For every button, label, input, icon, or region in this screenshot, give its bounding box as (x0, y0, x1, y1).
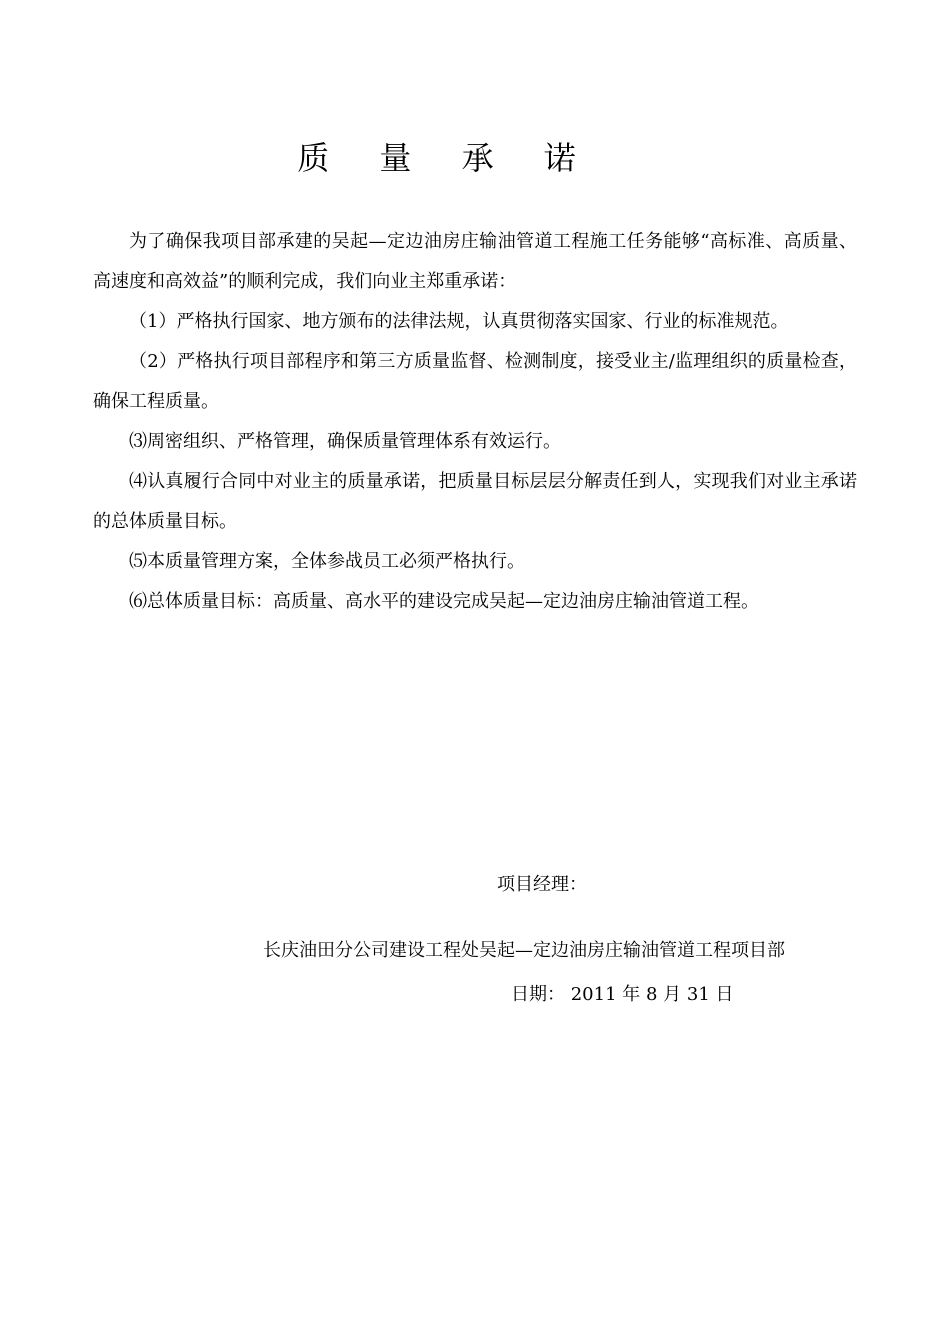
document-title: 质 量 承 诺 (297, 139, 596, 178)
organization-name: 长庆油田分公司建设工程处吴起—定边油房庄输油管道工程项目部 (263, 940, 785, 961)
project-manager-label: 项目经理： (497, 874, 587, 895)
commitment-item-1: （1）严格执行国家、地方颁布的法律法规，认真贯彻落实国家、行业的标准规范。 (129, 311, 789, 332)
commitment-item-5: ⑸本质量管理方案，全体参战员工必须严格执行。 (129, 551, 525, 572)
document-body (93, 222, 857, 622)
commitment-item-2: （2）严格执行项目部程序和第三方质量监督、检测制度，接受业主/监理组织的质量检查，确保工程质量。 (93, 351, 857, 412)
commitment-item-3: ⑶周密组织、严格管理，确保质量管理体系有效运行。 (129, 431, 561, 452)
commitment-item-4: ⑷认真履行合同中对业主的质量承诺，把质量目标层层分解责任到人，实现我们对业主承诺的总体质量目标。 (93, 471, 857, 532)
signing-date: 日期： 2011 年 8 月 31 日 (511, 984, 734, 1005)
intro-paragraph: 为了确保我项目部承建的吴起—定边油房庄输油管道工程施工任务能够“高标准、高质量、高速度和高效益”的顺利完成，我们向业主郑重承诺： (93, 231, 857, 292)
commitment-item-6: ⑹总体质量目标：高质量、高水平的建设完成吴起—定边油房庄输油管道工程。 (129, 591, 759, 612)
